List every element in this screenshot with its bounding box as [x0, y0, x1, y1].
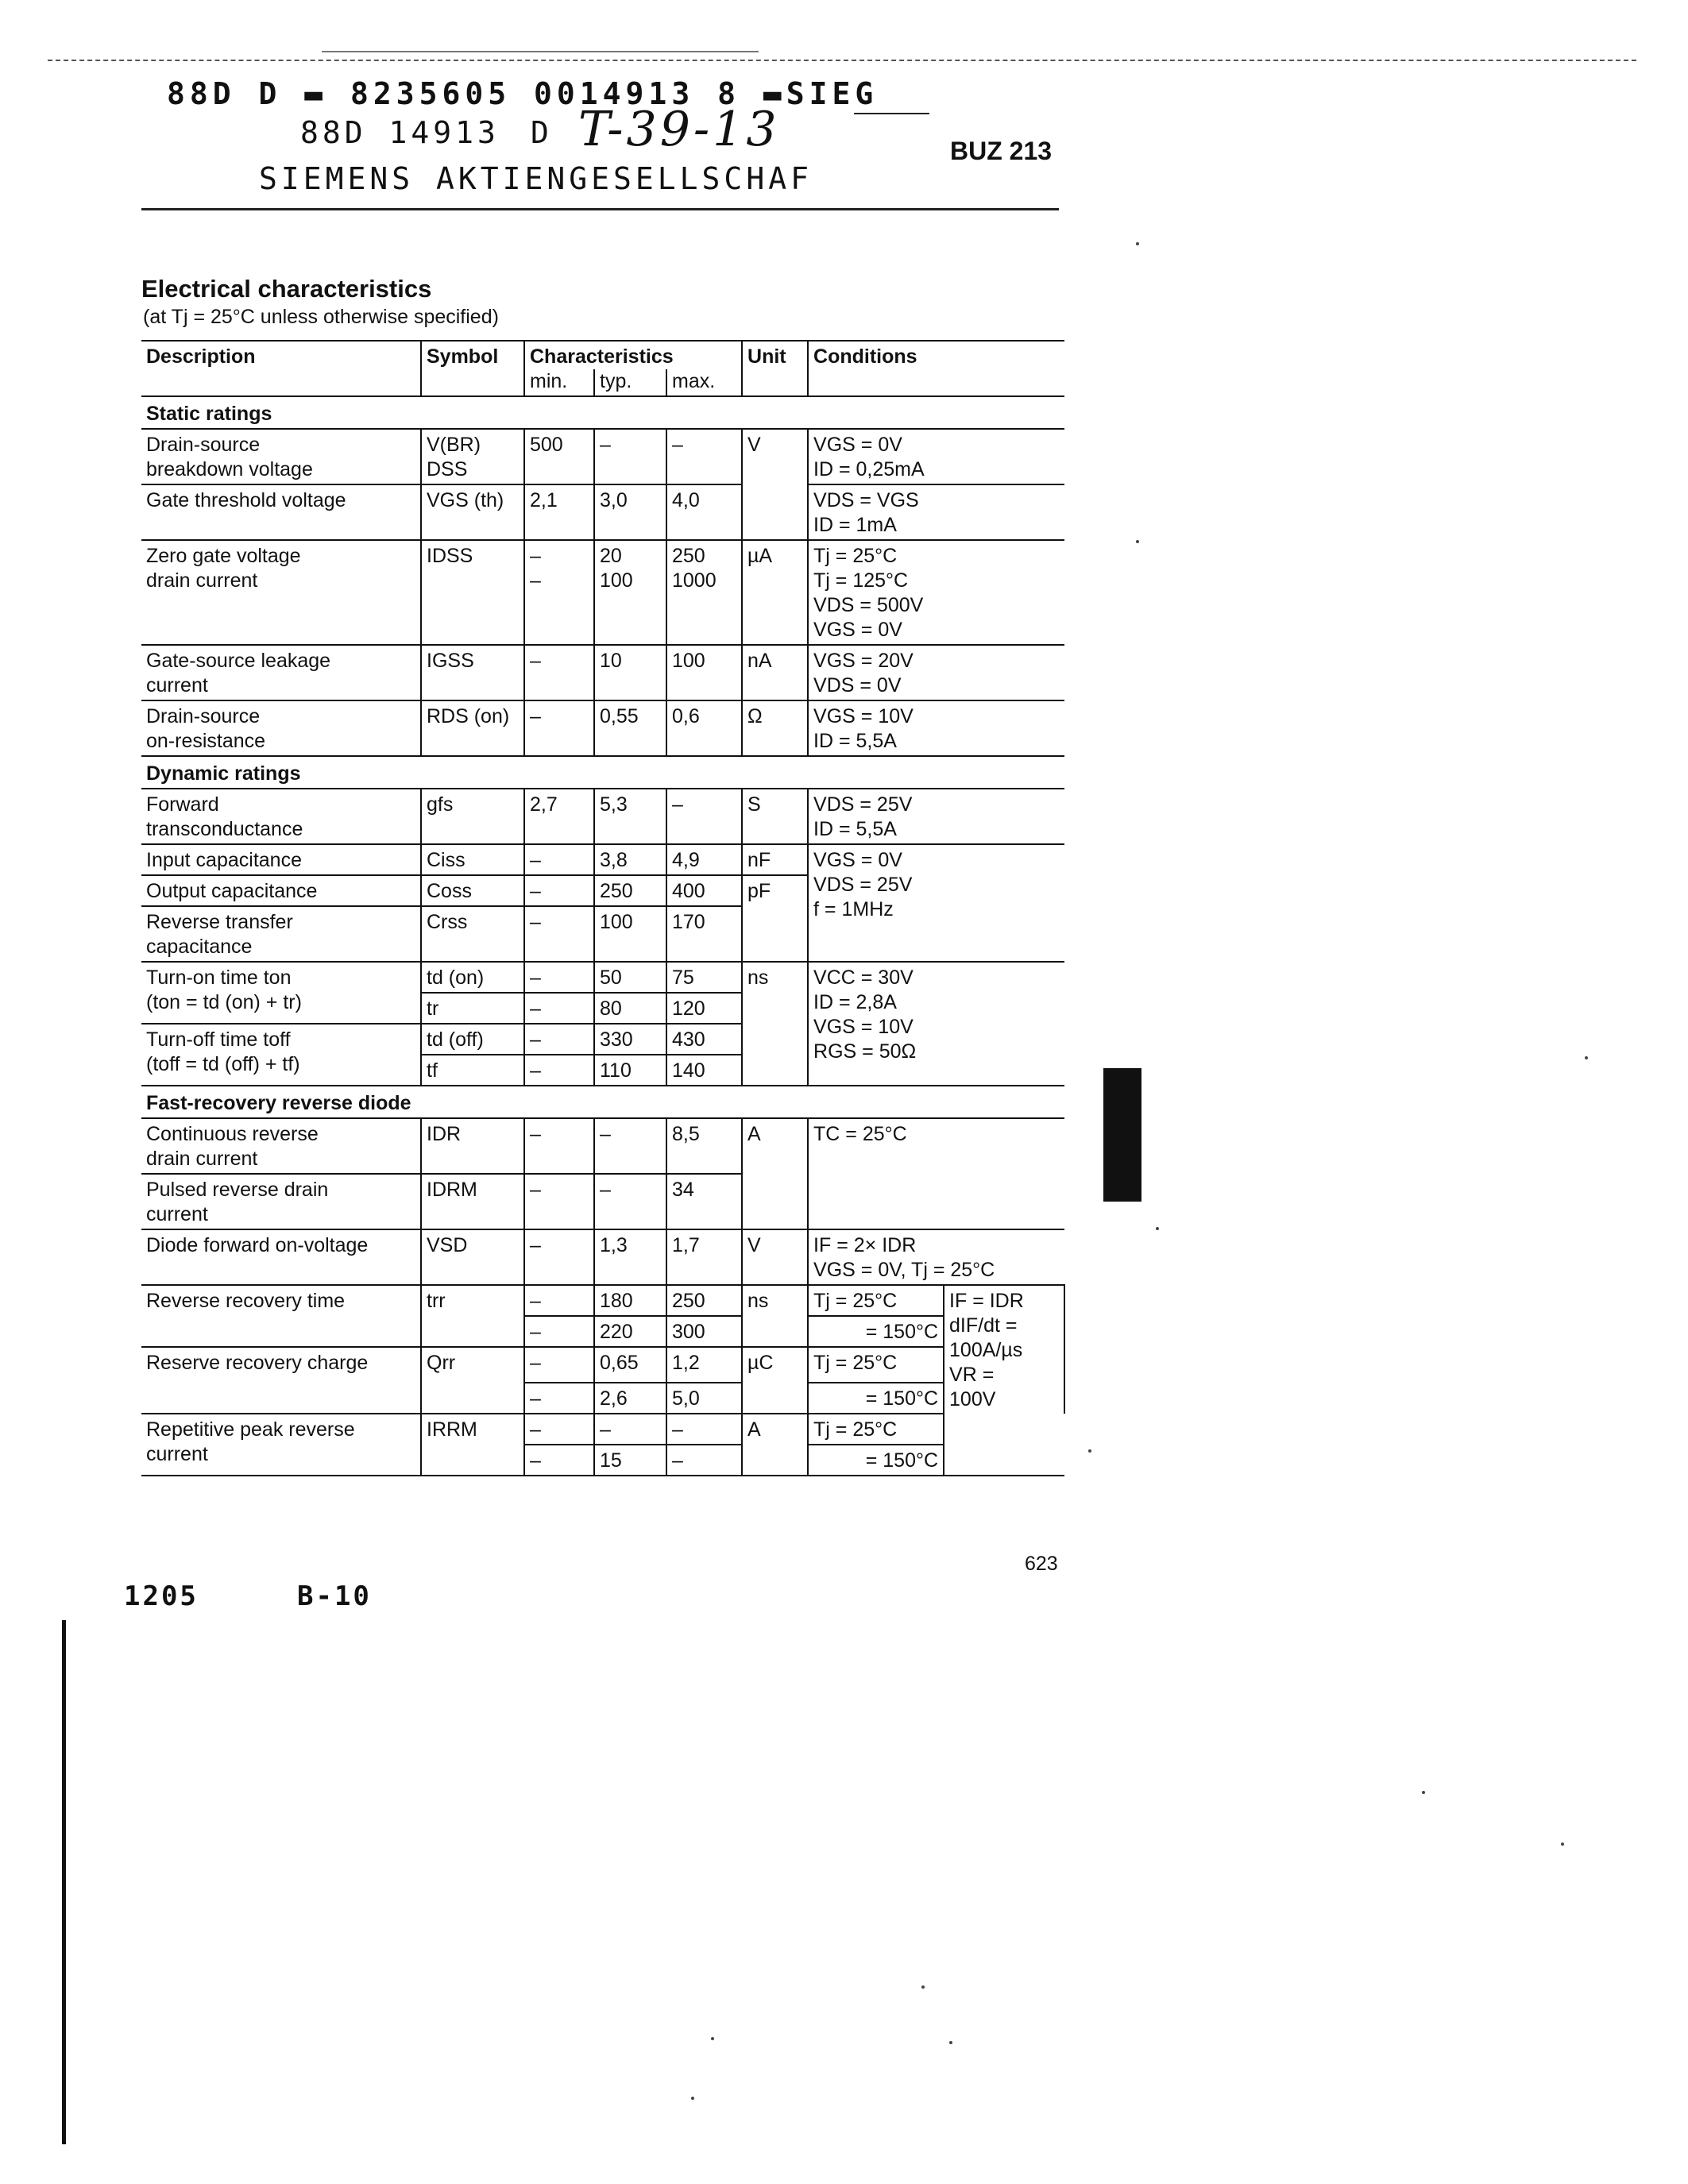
min: –: [524, 1229, 594, 1285]
desc: Output capacitance: [141, 875, 421, 906]
conditions: VDS = 25V ID = 5,5A: [808, 789, 1064, 844]
symbol: trr: [421, 1285, 524, 1347]
table-row: [141, 429, 1064, 484]
typ: 3,0: [594, 484, 666, 540]
symbol: IRRM: [421, 1414, 524, 1476]
symbol: Coss: [421, 875, 524, 906]
scan-edge-line: [48, 60, 1636, 61]
conditions: = 150°C: [808, 1383, 944, 1414]
max: 250: [666, 1285, 742, 1316]
header-description: Description: [141, 341, 421, 396]
max: 1,7: [666, 1229, 742, 1285]
typ: –: [594, 1414, 666, 1445]
min: – –: [524, 540, 594, 645]
desc: Reverse transfer capacitance: [141, 906, 421, 962]
min: –: [524, 906, 594, 962]
max: 250 1000: [666, 540, 742, 645]
black-margin-tab: [1103, 1068, 1141, 1202]
symbol: td (on): [421, 962, 524, 993]
header-min: min.: [524, 369, 594, 396]
handwritten-code: T-39-13: [578, 102, 780, 157]
scan-speck: [921, 1985, 925, 1989]
symbol: Crss: [421, 906, 524, 962]
max: 430: [666, 1024, 742, 1055]
unit: µA: [742, 540, 808, 645]
symbol: VGS (th): [421, 484, 524, 540]
table-row: [141, 1414, 1064, 1445]
unit: V: [742, 1229, 808, 1285]
typ: 3,8: [594, 844, 666, 875]
unit: V: [742, 429, 808, 540]
table-row: [141, 962, 1064, 993]
scan-speck: [1088, 1449, 1091, 1453]
symbol: gfs: [421, 789, 524, 844]
symbol: Qrr: [421, 1347, 524, 1414]
desc: Reserve recovery charge: [141, 1347, 421, 1414]
typ: 15: [594, 1445, 666, 1476]
scan-speck: [949, 2041, 952, 2044]
table-row: [141, 540, 1064, 645]
unit: A: [742, 1414, 808, 1476]
table-header-row: [141, 341, 1064, 369]
min: –: [524, 1414, 594, 1445]
min: –: [524, 1347, 594, 1383]
min: –: [524, 993, 594, 1024]
conditions: VGS = 0V VDS = 25V f = 1MHz: [808, 844, 1064, 962]
min: 2,1: [524, 484, 594, 540]
table-row: [141, 484, 1064, 540]
typ: –: [594, 1118, 666, 1174]
max: 5,0: [666, 1383, 742, 1414]
desc: Repetitive peak reverse current: [141, 1414, 421, 1476]
stamp-dash: [854, 113, 929, 114]
stamp-line-2-d: D: [531, 115, 549, 150]
scan-speck: [691, 2097, 694, 2100]
unit: S: [742, 789, 808, 844]
conditions: Tj = 25°C: [808, 1414, 944, 1445]
desc: Gate threshold voltage: [141, 484, 421, 540]
header-rule: [141, 208, 1059, 210]
stamp-line-1: 88D D ▬ 8235605 0014913 8 ▬SIEG: [167, 76, 879, 111]
unit: A: [742, 1118, 808, 1229]
unit: µC: [742, 1347, 808, 1414]
typ: 180: [594, 1285, 666, 1316]
desc: Pulsed reverse drain current: [141, 1174, 421, 1229]
table-row: [141, 700, 1064, 756]
typ: 50: [594, 962, 666, 993]
symbol: IGSS: [421, 645, 524, 700]
scan-speck: [1422, 1791, 1425, 1794]
typ: 1,3: [594, 1229, 666, 1285]
conditions: IF = 2× IDR VGS = 0V, Tj = 25°C: [808, 1229, 1064, 1285]
min: –: [524, 1174, 594, 1229]
max: –: [666, 1445, 742, 1476]
conditions: Tj = 25°C Tj = 125°C VDS = 500V VGS = 0V: [808, 540, 1064, 645]
desc: Reverse recovery time: [141, 1285, 421, 1347]
symbol: IDSS: [421, 540, 524, 645]
unit: ns: [742, 962, 808, 1086]
conditions: = 150°C: [808, 1445, 944, 1476]
min: 2,7: [524, 789, 594, 844]
max: 140: [666, 1055, 742, 1086]
symbol: V(BR) DSS: [421, 429, 524, 484]
typ: 2,6: [594, 1383, 666, 1414]
max: –: [666, 789, 742, 844]
typ: 0,55: [594, 700, 666, 756]
conditions: VGS = 0V ID = 0,25mA: [808, 429, 1064, 484]
table-row: [141, 1347, 1064, 1383]
max: –: [666, 429, 742, 484]
symbol: RDS (on): [421, 700, 524, 756]
typ: 10: [594, 645, 666, 700]
header-characteristics: Characteristics: [524, 341, 742, 369]
min: –: [524, 1316, 594, 1347]
symbol: VSD: [421, 1229, 524, 1285]
max: –: [666, 1414, 742, 1445]
footer-code-left: 1205: [124, 1580, 199, 1612]
conditions: Tj = 25°C: [808, 1347, 944, 1383]
footer-code-right: B-10: [297, 1580, 372, 1612]
unit: ns: [742, 1285, 808, 1347]
desc: Forward transconductance: [141, 789, 421, 844]
typ: 20 100: [594, 540, 666, 645]
scan-side-rule: [62, 1620, 66, 2144]
min: –: [524, 1118, 594, 1174]
header-typ: typ.: [594, 369, 666, 396]
symbol: IDR: [421, 1118, 524, 1174]
conditions: TC = 25°C: [808, 1118, 1064, 1229]
typ: 0,65: [594, 1347, 666, 1383]
section-dynamic: Dynamic ratings: [141, 756, 1064, 789]
conditions: VDS = VGS ID = 1mA: [808, 484, 1064, 540]
symbol: td (off): [421, 1024, 524, 1055]
typ: –: [594, 1174, 666, 1229]
desc: Drain-source breakdown voltage: [146, 434, 313, 480]
header-symbol: Symbol: [421, 341, 524, 396]
typ: 110: [594, 1055, 666, 1086]
header-unit: Unit: [742, 341, 808, 396]
table-row: [141, 645, 1064, 700]
desc: Zero gate voltage drain current: [141, 540, 421, 645]
unit: pF: [742, 875, 808, 962]
min: 500: [524, 429, 594, 484]
scan-speck: [1585, 1056, 1588, 1059]
min: –: [524, 875, 594, 906]
desc: Turn-on time ton (ton = td (on) + tr): [141, 962, 421, 1024]
part-number: BUZ 213: [950, 137, 1053, 165]
max: 400: [666, 875, 742, 906]
characteristics-table: [141, 340, 1065, 1476]
min: –: [524, 1055, 594, 1086]
max: 170: [666, 906, 742, 962]
scan-speck: [1561, 1843, 1564, 1846]
symbol: Ciss: [421, 844, 524, 875]
section-row-diode: [141, 1086, 1064, 1118]
min: –: [524, 700, 594, 756]
table-row: [141, 1285, 1064, 1316]
scan-top-rule: [322, 51, 759, 52]
max: 4,0: [666, 484, 742, 540]
scan-speck: [711, 2037, 714, 2040]
desc: Gate-source leakage current: [141, 645, 421, 700]
table-row: [141, 789, 1064, 844]
max: 100: [666, 645, 742, 700]
min: –: [524, 1445, 594, 1476]
typ: –: [594, 429, 666, 484]
typ: 5,3: [594, 789, 666, 844]
conditions: VGS = 10V ID = 5,5A: [808, 700, 1064, 756]
typ: 80: [594, 993, 666, 1024]
max: 0,6: [666, 700, 742, 756]
symbol: tr: [421, 993, 524, 1024]
stamp-line-2: 88D 14913: [300, 115, 500, 150]
conditions: = 150°C: [808, 1316, 944, 1347]
section-static: Static ratings: [141, 396, 1064, 429]
desc: Continuous reverse drain current: [141, 1118, 421, 1174]
desc: Input capacitance: [141, 844, 421, 875]
scan-speck: [1136, 540, 1139, 543]
desc: Drain-source on-resistance: [141, 700, 421, 756]
conditions: Tj = 25°C: [808, 1285, 944, 1316]
desc: Turn-off time toff (toff = td (off) + tf): [141, 1024, 421, 1086]
table-row: [141, 844, 1064, 875]
page-number: 623: [1025, 1553, 1058, 1575]
symbol: tf: [421, 1055, 524, 1086]
section-row-static: [141, 396, 1064, 429]
header-conditions: Conditions: [808, 341, 1064, 396]
section-subtitle: (at Tj = 25°C unless otherwise specified): [143, 306, 499, 328]
typ: 250: [594, 875, 666, 906]
conditions: VCC = 30V ID = 2,8A VGS = 10V RGS = 50Ω: [808, 962, 1064, 1086]
unit: nA: [742, 645, 808, 700]
unit: nF: [742, 844, 808, 875]
unit: Ω: [742, 700, 808, 756]
empty-cell: [944, 1414, 1064, 1476]
desc: Diode forward on-voltage: [141, 1229, 421, 1285]
stamp-line-3: SIEMENS AKTIENGESELLSCHAF: [259, 161, 813, 196]
max: 4,9: [666, 844, 742, 875]
max: 75: [666, 962, 742, 993]
max: 8,5: [666, 1118, 742, 1174]
max: 300: [666, 1316, 742, 1347]
typ: 330: [594, 1024, 666, 1055]
min: –: [524, 962, 594, 993]
scan-speck: [1136, 242, 1139, 245]
typ: 100: [594, 906, 666, 962]
max: 120: [666, 993, 742, 1024]
section-title: Electrical characteristics: [141, 275, 432, 303]
min: –: [524, 1383, 594, 1414]
scan-speck: [1156, 1227, 1159, 1230]
max: 34: [666, 1174, 742, 1229]
min: –: [524, 1024, 594, 1055]
table-row: [141, 1118, 1064, 1174]
typ: 220: [594, 1316, 666, 1347]
conditions: VGS = 20V VDS = 0V: [808, 645, 1064, 700]
min: –: [524, 844, 594, 875]
table-row: [141, 1229, 1064, 1285]
min: –: [524, 645, 594, 700]
conditions-side: IF = IDR dIF/dt = 100A/µs VR = 100V: [944, 1285, 1064, 1414]
section-diode: Fast-recovery reverse diode: [141, 1086, 1064, 1118]
symbol: IDRM: [421, 1174, 524, 1229]
section-row-dynamic: [141, 756, 1064, 789]
min: –: [524, 1285, 594, 1316]
max: 1,2: [666, 1347, 742, 1383]
header-max: max.: [666, 369, 742, 396]
